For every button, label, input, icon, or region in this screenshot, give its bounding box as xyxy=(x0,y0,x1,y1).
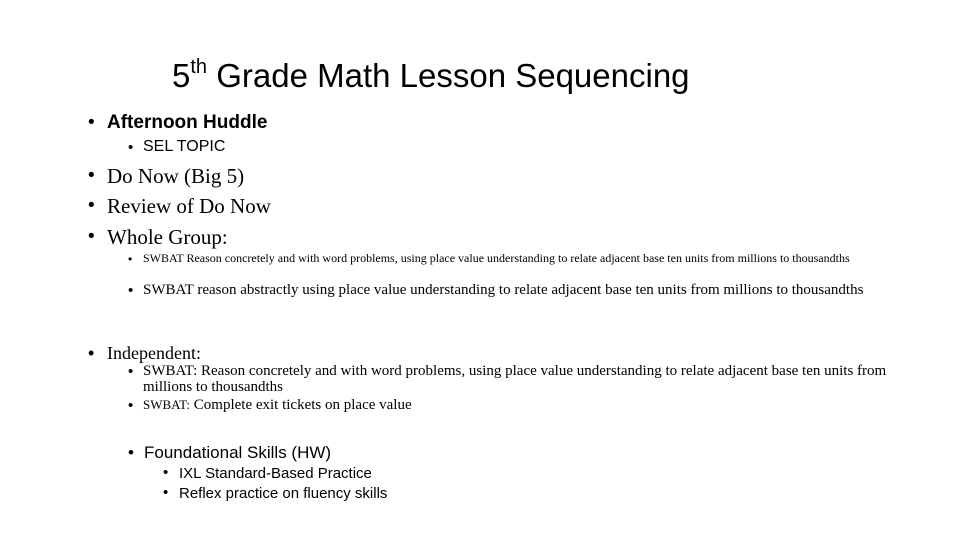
huddle-sub: SEL TOPIC xyxy=(143,138,226,155)
title-superscript: th xyxy=(190,56,208,78)
bullet-icon: • xyxy=(128,139,134,156)
foundational-item-reflex: Reflex practice on fluency skills xyxy=(179,485,388,502)
bullet-icon: • xyxy=(163,464,169,481)
swbat-lead: SWBAT: xyxy=(143,397,191,412)
independent-objective-2 xyxy=(143,397,412,413)
objective-text: Reason concretely and with word problems, using place value understanding to relate adjacent base ten units from millions to thousandths xyxy=(183,251,850,265)
bullet-icon: • xyxy=(128,282,134,299)
bullet-icon: • xyxy=(88,165,95,186)
bullet-icon: • xyxy=(128,252,133,266)
whole-group-objective-2 xyxy=(143,282,903,298)
bullet-icon: • xyxy=(88,226,95,247)
title-number: 5 xyxy=(172,57,191,94)
objective-text: reason abstractly using place value understanding to relate adjacent base ten units from millions to thousandths xyxy=(193,282,864,298)
whole-group-label: Whole Group: xyxy=(107,225,228,249)
bullet-icon: • xyxy=(128,363,134,380)
foundational-item-ixl: IXL Standard-Based Practice xyxy=(179,465,372,482)
swbat-lead: SWBAT xyxy=(143,282,194,298)
title-text: Grade Math Lesson Sequencing xyxy=(207,57,690,94)
review-item: Review of Do Now xyxy=(107,194,271,218)
bullet-icon: • xyxy=(128,397,134,414)
bullet-icon: • xyxy=(88,112,95,133)
independent-label: Independent: xyxy=(107,343,201,363)
independent-objective-1 xyxy=(143,363,903,395)
bullet-icon: • xyxy=(163,484,169,501)
foundational-label: Foundational Skills (HW) xyxy=(144,443,332,462)
swbat-lead: SWBAT xyxy=(143,251,184,265)
whole-group-objective-1 xyxy=(143,252,913,265)
objective-text: : Reason concretely and with word problems, using place value understanding to relate adjacent base ten units from millions to thousandths xyxy=(143,363,887,395)
objective-text: Complete exit tickets on place value xyxy=(190,397,412,413)
bullet-icon: • xyxy=(128,443,134,462)
slide-title xyxy=(172,56,690,96)
swbat-lead: SWBAT xyxy=(143,363,194,379)
bullet-icon: • xyxy=(88,343,95,363)
huddle-label: Afternoon Huddle xyxy=(107,112,268,133)
bullet-icon: • xyxy=(88,195,95,216)
do-now-item: Do Now (Big 5) xyxy=(107,164,245,188)
